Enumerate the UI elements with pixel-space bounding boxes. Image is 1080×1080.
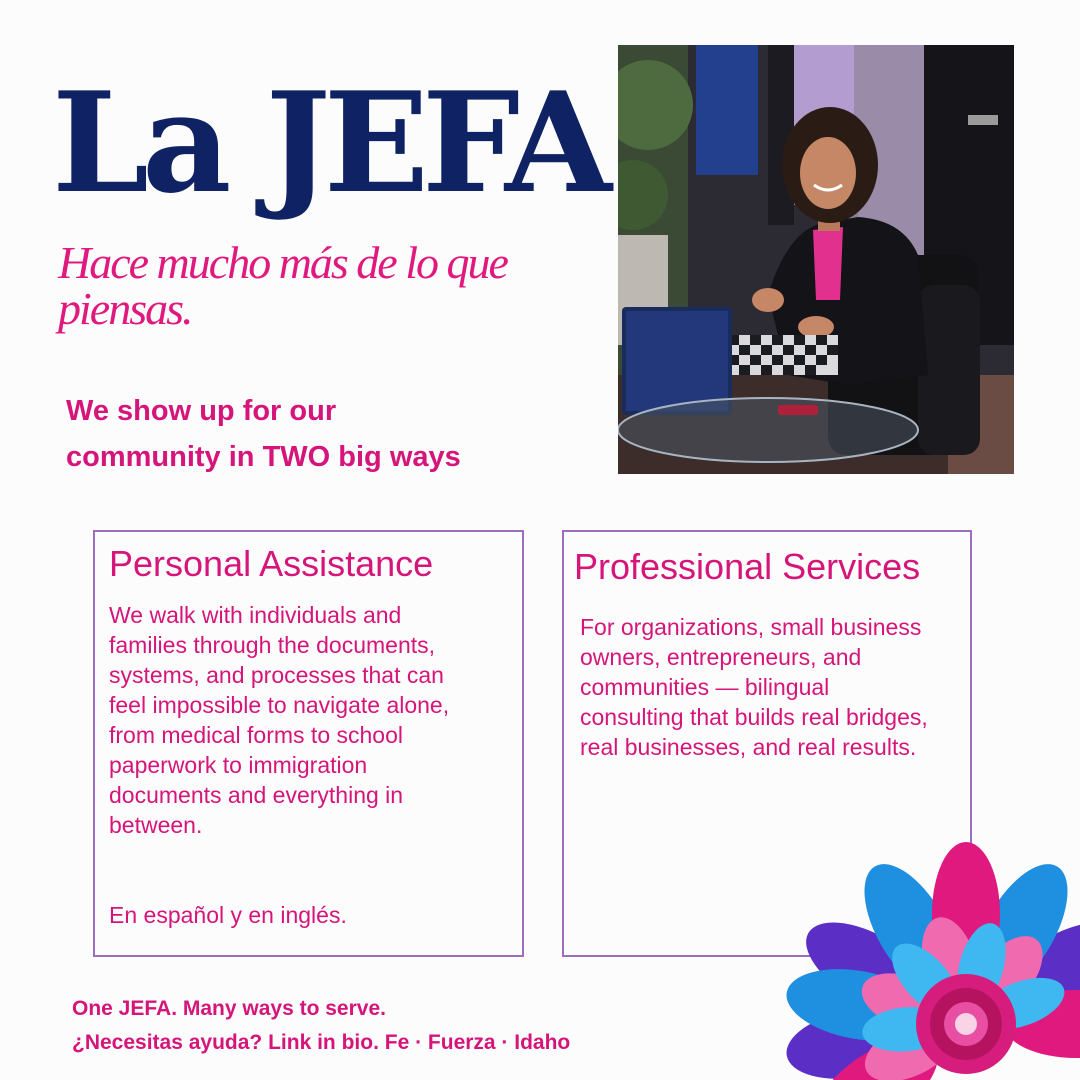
professional-services-title: Professional Services bbox=[574, 546, 921, 587]
brand-title: La JEFA bbox=[52, 61, 605, 224]
intro-heading bbox=[66, 388, 586, 480]
personal-assistance-description: We walk with individuals and families through the documents, systems, and processes that can feel impossible to navigate alone, from medical forms to school paperwork to immigration documents and everything in between. bbox=[109, 602, 450, 838]
brand-tagline: Hace mucho más de lo que piensas. bbox=[58, 237, 507, 334]
intro-line-2: community in TWO big ways bbox=[66, 441, 461, 473]
personal-assistance-card bbox=[93, 530, 524, 957]
woman-at-laptop-photo bbox=[618, 45, 1014, 474]
intro-line-1: We show up for our bbox=[66, 395, 337, 427]
footer-cta: ¿Necesitas ayuda? Link in bio. Fe · Fuerza · Idaho bbox=[72, 1031, 571, 1054]
language-note: En español y en inglés. bbox=[109, 902, 347, 928]
personal-assistance-title: Personal Assistance bbox=[109, 543, 434, 584]
footer-slogan: One JEFA. Many ways to serve. bbox=[72, 997, 386, 1020]
flower-decoration-icon bbox=[770, 830, 1080, 1080]
footer-message bbox=[72, 992, 570, 1060]
professional-services-description: For organizations, small business owners, entrepreneurs, and communities — bilingual consulting that builds real bridges, real businesses, and real results. bbox=[580, 614, 928, 760]
